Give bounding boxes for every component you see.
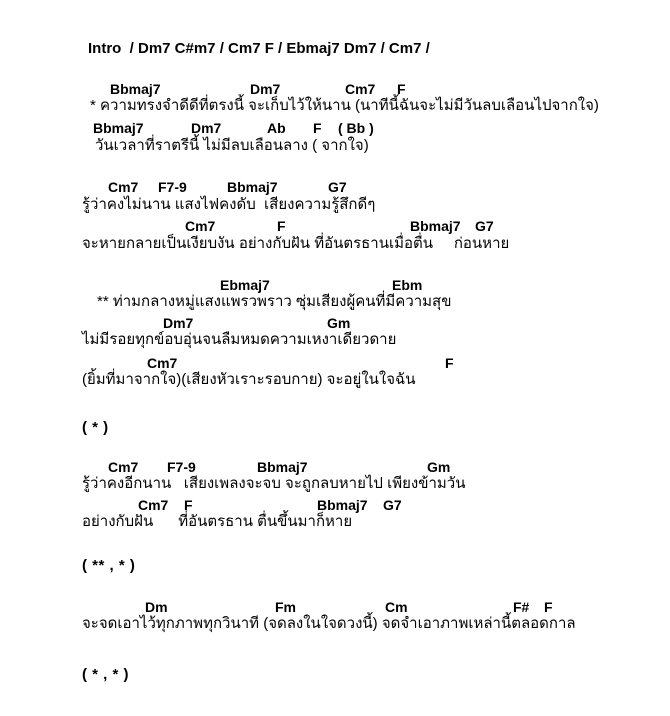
lyric-line: ไม่มีรอยทุกข์อบอุ่นจนลืมหมดความเหงาเดียวดาย xyxy=(82,331,397,348)
lyric-line: (ยิ้มที่มาจากใจ)(เสียงหัวเราะรอบกาย) จะอยู่ในใจฉัน xyxy=(82,371,416,388)
chord-line xyxy=(0,120,670,137)
chord: Dm7 xyxy=(163,315,194,331)
chord: Bbmaj7 xyxy=(93,120,144,136)
chord: Fm xyxy=(275,599,296,615)
repeat-marker: ( ** , * ) xyxy=(82,557,136,574)
chord: Dm xyxy=(145,599,168,615)
chord: Gm xyxy=(427,459,451,475)
chord: Bbmaj7 xyxy=(227,179,278,195)
lyric-line: รู้ว่าคงอีกนาน เสียงเพลงจะจบ จะถูกลบหายไป เพียงข้ามวัน xyxy=(82,475,466,492)
lyric-line: อย่างกับฝัน ที่อันตรธาน ตื่นขึ้นมาก็หาย xyxy=(82,513,353,530)
chord: Cm xyxy=(385,599,408,615)
lyric-line: จะจดเอาไว้ทุกภาพทุกวินาที (จดลงในใจดวงนี้) จดจำเอาภาพเหล่านี้ตลอดกาล xyxy=(82,615,576,632)
repeat-marker: ( * , * ) xyxy=(82,666,130,683)
chord: F xyxy=(277,218,286,234)
chord: Dm7 xyxy=(191,120,222,136)
chord: Cm7 xyxy=(345,81,376,97)
lyric-line: จะหายกลายเป็นเงียบงัน อย่างกับฝัน ที่อันตรธานเมื่อตื่น ก่อนหาย xyxy=(82,235,510,252)
chord: G7 xyxy=(383,497,402,513)
chord: Cm7 xyxy=(108,179,139,195)
chord: Ab xyxy=(267,120,286,136)
chord-line xyxy=(0,315,670,332)
chord: F xyxy=(544,599,553,615)
lyric-line: * ความทรงจำดีดีที่ตรงนี้ จะเก็บไว้ให้นาน (นาทีนี้ฉันจะไม่มีวันลบเลือนไปจากใจ) xyxy=(90,97,599,114)
chord: F7-9 xyxy=(158,179,187,195)
chord: Ebmaj7 xyxy=(220,277,270,293)
chord: Ebm xyxy=(392,277,423,293)
chord: Cm7 xyxy=(185,218,216,234)
chord: Cm7 xyxy=(138,497,169,513)
lyric-line: รู้ว่าคงไม่นาน แสงไฟคงดับ เสียงความรู้สึกดีๆ xyxy=(82,196,376,213)
chord: Bbmaj7 xyxy=(410,218,461,234)
chord-line xyxy=(0,497,670,514)
chord: F xyxy=(184,497,193,513)
intro-line: Intro / Dm7 C#m7 / Cm7 F / Ebmaj7 Dm7 / Cm7 / xyxy=(88,40,430,57)
chord: Bbmaj7 xyxy=(110,81,161,97)
chord: F xyxy=(397,81,406,97)
chord: Cm7 xyxy=(108,459,139,475)
chord: Gm xyxy=(327,315,351,331)
chord: F xyxy=(445,355,454,371)
chord: Dm7 xyxy=(250,81,281,97)
chord: Bbmaj7 xyxy=(257,459,308,475)
lyric-line: ** ท่ามกลางหมู่แสงแพรวพราว ซุ่มเสียงผู้คนที่มีความสุข xyxy=(97,293,452,310)
chord: Cm7 xyxy=(147,355,178,371)
chord: F# xyxy=(513,599,530,615)
chord: F xyxy=(313,120,322,136)
chord-line xyxy=(0,277,670,294)
chord: Bbmaj7 xyxy=(317,497,368,513)
chord-line xyxy=(0,81,670,98)
repeat-marker: ( * ) xyxy=(82,419,109,436)
chord: G7 xyxy=(328,179,347,195)
chord-line xyxy=(0,355,670,372)
chord-line xyxy=(0,179,670,196)
chord-line xyxy=(0,459,670,476)
chord: G7 xyxy=(475,218,494,234)
chord-line xyxy=(0,218,670,235)
chord: ( Bb ) xyxy=(338,120,374,136)
lyric-line: วันเวลาที่ราตรีนี้ ไม่มีลบเลือนลาง ( จากใจ) xyxy=(95,137,369,154)
chord: F7-9 xyxy=(167,459,196,475)
chord-line xyxy=(0,599,670,616)
